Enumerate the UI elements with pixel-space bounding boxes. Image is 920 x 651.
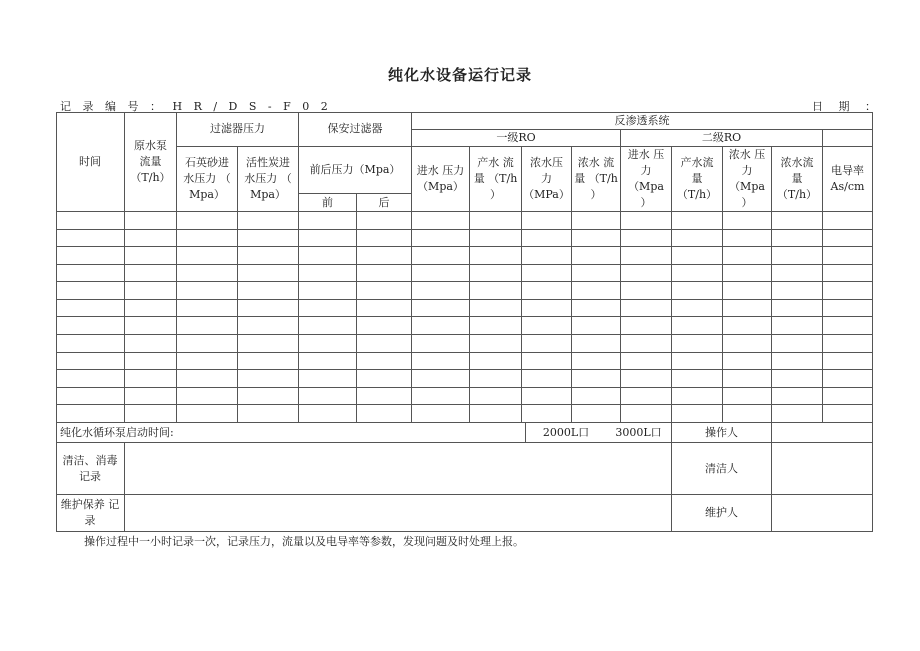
table-cell[interactable] — [412, 388, 470, 406]
table-cell[interactable] — [823, 405, 873, 423]
table-cell[interactable] — [125, 212, 177, 230]
table-cell[interactable] — [357, 212, 412, 230]
table-cell[interactable] — [772, 265, 823, 283]
table-cell[interactable] — [823, 212, 873, 230]
table-cell[interactable] — [572, 335, 621, 353]
table-cell[interactable] — [299, 370, 357, 388]
table-cell[interactable] — [412, 265, 470, 283]
header-time: 时间 — [56, 112, 125, 212]
pump-start-label: 纯化水循环泵启动时间: — [56, 423, 526, 443]
table-cell[interactable] — [823, 353, 873, 371]
table-cell[interactable] — [522, 370, 572, 388]
table-cell[interactable] — [621, 230, 672, 248]
table-cell[interactable] — [621, 370, 672, 388]
table-cell[interactable] — [772, 353, 823, 371]
table-cell[interactable] — [672, 405, 723, 423]
table-cell[interactable] — [56, 247, 125, 265]
table-cell[interactable] — [238, 405, 299, 423]
table-cell[interactable] — [723, 353, 772, 371]
table-cell[interactable] — [522, 230, 572, 248]
header-filter-pressure: 过滤器压力 — [177, 112, 299, 147]
table-cell[interactable] — [723, 300, 772, 318]
table-cell[interactable] — [522, 212, 572, 230]
table-cell[interactable] — [572, 282, 621, 300]
table-cell[interactable] — [177, 247, 238, 265]
table-cell[interactable] — [621, 300, 672, 318]
table-cell[interactable] — [823, 300, 873, 318]
table-cell[interactable] — [572, 265, 621, 283]
table-cell[interactable] — [412, 300, 470, 318]
table-cell[interactable] — [470, 353, 522, 371]
table-cell[interactable] — [672, 230, 723, 248]
header-before-after-pressure: 前后压力（Mpa） — [299, 147, 412, 194]
table-cell[interactable] — [470, 247, 522, 265]
table-cell[interactable] — [572, 405, 621, 423]
maintainer-label: 维护人 — [672, 495, 772, 532]
table-cell[interactable] — [177, 300, 238, 318]
table-cell[interactable] — [299, 335, 357, 353]
footer-note: 操作过程中一小时记录一次，记录压力，流量以及电导率等参数，发现问题及时处理上报。 — [84, 535, 524, 548]
table-cell[interactable] — [357, 282, 412, 300]
table-cell[interactable] — [672, 335, 723, 353]
header-ro2-conc-pressure: 浓水 压 力 （Mpa ） — [723, 147, 772, 212]
table-cell[interactable] — [357, 370, 412, 388]
table-cell[interactable] — [621, 353, 672, 371]
maintenance-record-value[interactable] — [125, 495, 672, 532]
table-cell[interactable] — [621, 282, 672, 300]
option-2000l: 2000L口 — [526, 423, 606, 443]
table-cell[interactable] — [672, 247, 723, 265]
table-cell[interactable] — [56, 300, 125, 318]
table-cell[interactable] — [299, 265, 357, 283]
operator-label: 操作人 — [672, 423, 772, 443]
table-cell[interactable] — [522, 388, 572, 406]
table-cell[interactable] — [723, 405, 772, 423]
header-quartz-pressure: 石英砂进 水压力 （ Mpa） — [177, 147, 238, 212]
table-cell[interactable] — [522, 247, 572, 265]
table-cell[interactable] — [56, 317, 125, 335]
table-cell[interactable] — [823, 247, 873, 265]
table-cell[interactable] — [572, 247, 621, 265]
table-cell[interactable] — [572, 388, 621, 406]
table-cell[interactable] — [823, 370, 873, 388]
table-cell[interactable] — [772, 247, 823, 265]
table-cell[interactable] — [299, 230, 357, 248]
table-cell[interactable] — [56, 230, 125, 248]
table-cell[interactable] — [470, 335, 522, 353]
table-cell[interactable] — [357, 388, 412, 406]
table-cell[interactable] — [412, 335, 470, 353]
table-cell[interactable] — [238, 353, 299, 371]
table-cell[interactable] — [772, 335, 823, 353]
table-cell[interactable] — [723, 265, 772, 283]
table-cell[interactable] — [672, 300, 723, 318]
table-cell[interactable] — [522, 353, 572, 371]
maintenance-record-label: 维护保养 记 录 — [56, 495, 125, 532]
table-cell[interactable] — [723, 388, 772, 406]
table-cell[interactable] — [470, 282, 522, 300]
table-cell[interactable] — [823, 282, 873, 300]
cleaner-label: 清洁人 — [672, 443, 772, 495]
table-cell[interactable] — [357, 265, 412, 283]
table-cell[interactable] — [672, 388, 723, 406]
table-cell[interactable] — [772, 388, 823, 406]
table-cell[interactable] — [621, 265, 672, 283]
header-ro2-conc-flow: 浓水流 量 （T/h） — [772, 147, 823, 212]
cleaning-record-value[interactable] — [125, 443, 672, 495]
table-cell[interactable] — [125, 282, 177, 300]
table-cell[interactable] — [672, 353, 723, 371]
record-number: 记 录 编 号 ： H R / D S - F 0 2 — [60, 100, 332, 113]
table-cell[interactable] — [572, 212, 621, 230]
table-cell[interactable] — [572, 230, 621, 248]
table-cell[interactable] — [357, 230, 412, 248]
table-cell[interactable] — [125, 247, 177, 265]
table-cell[interactable] — [823, 265, 873, 283]
table-cell[interactable] — [522, 405, 572, 423]
table-cell[interactable] — [125, 300, 177, 318]
table-cell[interactable] — [56, 370, 125, 388]
table-cell[interactable] — [772, 212, 823, 230]
header-ro1-conc-pressure: 浓水压 力 （MPa） — [522, 147, 572, 212]
operator-value[interactable] — [772, 423, 873, 443]
table-cell[interactable] — [177, 282, 238, 300]
table-cell[interactable] — [238, 247, 299, 265]
header-ro-system: 反渗透系统 — [412, 112, 873, 130]
table-cell[interactable] — [772, 230, 823, 248]
table-cell[interactable] — [56, 388, 125, 406]
table-cell[interactable] — [238, 212, 299, 230]
header-ro1-conc-flow: 浓水 流 量 （T/h ） — [572, 147, 621, 212]
table-cell[interactable] — [238, 317, 299, 335]
table-cell[interactable] — [470, 300, 522, 318]
table-cell[interactable] — [299, 282, 357, 300]
table-cell[interactable] — [177, 353, 238, 371]
header-ro2-product-flow: 产水流 量 （T/h） — [672, 147, 723, 212]
table-cell[interactable] — [772, 300, 823, 318]
table-cell[interactable] — [621, 317, 672, 335]
header-ro2-blank — [823, 130, 873, 147]
table-cell[interactable] — [299, 405, 357, 423]
table-cell[interactable] — [572, 300, 621, 318]
table-cell[interactable] — [238, 300, 299, 318]
table-cell[interactable] — [125, 353, 177, 371]
table-cell[interactable] — [56, 265, 125, 283]
table-cell[interactable] — [357, 317, 412, 335]
table-cell[interactable] — [238, 230, 299, 248]
table-cell[interactable] — [238, 335, 299, 353]
table-cell[interactable] — [357, 335, 412, 353]
table-cell[interactable] — [772, 282, 823, 300]
table-cell[interactable] — [412, 212, 470, 230]
table-cell[interactable] — [572, 317, 621, 335]
table-cell[interactable] — [470, 317, 522, 335]
table-cell[interactable] — [621, 212, 672, 230]
table-cell[interactable] — [177, 317, 238, 335]
table-cell[interactable] — [470, 230, 522, 248]
table-cell[interactable] — [56, 405, 125, 423]
table-cell[interactable] — [772, 317, 823, 335]
header-before: 前 — [299, 194, 357, 212]
table-cell[interactable] — [412, 282, 470, 300]
table-cell[interactable] — [772, 405, 823, 423]
table-cell[interactable] — [125, 265, 177, 283]
table-cell[interactable] — [299, 300, 357, 318]
operation-record-table — [56, 112, 873, 532]
header-ro2: 二级RO — [621, 130, 823, 147]
table-cell[interactable] — [522, 282, 572, 300]
table-cell[interactable] — [412, 353, 470, 371]
table-cell[interactable] — [299, 212, 357, 230]
table-cell[interactable] — [823, 335, 873, 353]
table-cell[interactable] — [177, 335, 238, 353]
table-cell[interactable] — [56, 353, 125, 371]
table-cell[interactable] — [470, 405, 522, 423]
table-cell[interactable] — [299, 388, 357, 406]
header-conductivity: 电导率 As/cm — [823, 147, 873, 212]
table-cell[interactable] — [470, 388, 522, 406]
table-cell[interactable] — [621, 405, 672, 423]
table-cell[interactable] — [672, 317, 723, 335]
header-ro1-product-flow: 产水 流 量 （T/h ） — [470, 147, 522, 212]
table-cell[interactable] — [177, 405, 238, 423]
table-cell[interactable] — [823, 230, 873, 248]
table-cell[interactable] — [125, 405, 177, 423]
table-cell[interactable] — [238, 265, 299, 283]
table-cell[interactable] — [723, 212, 772, 230]
header-ro1-in-pressure: 进水 压力 （Mpa） — [412, 147, 470, 212]
table-cell[interactable] — [723, 317, 772, 335]
table-cell[interactable] — [238, 388, 299, 406]
table-cell[interactable] — [125, 370, 177, 388]
page-title: 纯化水设备运行记录 — [387, 66, 532, 84]
table-cell[interactable] — [723, 230, 772, 248]
table-cell[interactable] — [412, 317, 470, 335]
header-raw-pump-flow: 原水泵 流量 （T/h） — [125, 112, 177, 212]
table-cell[interactable] — [522, 300, 572, 318]
table-cell[interactable] — [823, 388, 873, 406]
table-cell[interactable] — [772, 370, 823, 388]
option-3000l: 3000L口 — [606, 423, 672, 443]
table-cell[interactable] — [621, 247, 672, 265]
table-cell[interactable] — [470, 265, 522, 283]
table-cell[interactable] — [522, 265, 572, 283]
maintainer-value[interactable] — [772, 495, 873, 532]
table-cell[interactable] — [412, 230, 470, 248]
cleaning-record-label: 清洁、消毒 记录 — [56, 443, 125, 495]
table-cell[interactable] — [723, 282, 772, 300]
table-cell[interactable] — [672, 265, 723, 283]
table-cell[interactable] — [177, 388, 238, 406]
table-cell[interactable] — [56, 282, 125, 300]
table-cell[interactable] — [238, 370, 299, 388]
table-cell[interactable] — [412, 247, 470, 265]
table-cell[interactable] — [522, 317, 572, 335]
table-cell[interactable] — [125, 388, 177, 406]
table-cell[interactable] — [177, 212, 238, 230]
table-cell[interactable] — [56, 212, 125, 230]
header-after: 后 — [357, 194, 412, 212]
table-cell[interactable] — [621, 335, 672, 353]
table-cell[interactable] — [672, 370, 723, 388]
table-cell[interactable] — [357, 247, 412, 265]
header-security-filter: 保安过滤器 — [299, 112, 412, 147]
table-cell[interactable] — [412, 405, 470, 423]
table-cell[interactable] — [723, 335, 772, 353]
table-cell[interactable] — [125, 335, 177, 353]
table-cell[interactable] — [357, 405, 412, 423]
table-cell[interactable] — [572, 370, 621, 388]
date-label: 日 期 ： — [812, 100, 882, 113]
table-cell[interactable] — [470, 212, 522, 230]
table-cell[interactable] — [177, 230, 238, 248]
table-cell[interactable] — [357, 300, 412, 318]
header-ro1: 一级RO — [412, 130, 621, 147]
header-carbon-pressure: 活性炭进 水压力 （ Mpa） — [238, 147, 299, 212]
table-cell[interactable] — [522, 335, 572, 353]
table-cell[interactable] — [238, 282, 299, 300]
table-cell[interactable] — [125, 317, 177, 335]
table-cell[interactable] — [621, 388, 672, 406]
table-cell[interactable] — [56, 335, 125, 353]
table-cell[interactable] — [177, 265, 238, 283]
table-cell[interactable] — [357, 353, 412, 371]
cleaner-value[interactable] — [772, 443, 873, 495]
table-cell[interactable] — [723, 370, 772, 388]
table-cell[interactable] — [470, 370, 522, 388]
table-cell[interactable] — [177, 370, 238, 388]
table-cell[interactable] — [299, 353, 357, 371]
table-cell[interactable] — [823, 317, 873, 335]
table-cell[interactable] — [125, 230, 177, 248]
table-cell[interactable] — [299, 247, 357, 265]
table-cell[interactable] — [572, 353, 621, 371]
table-cell[interactable] — [299, 317, 357, 335]
header-ro2-in-pressure: 进水 压 力 （Mpa ） — [621, 147, 672, 212]
table-cell[interactable] — [723, 247, 772, 265]
table-cell[interactable] — [672, 282, 723, 300]
table-cell[interactable] — [672, 212, 723, 230]
table-cell[interactable] — [412, 370, 470, 388]
